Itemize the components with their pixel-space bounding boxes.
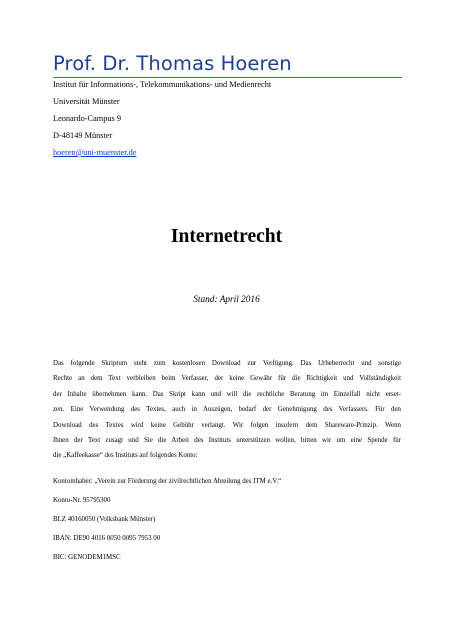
paragraph-line: Download des Textes wird keine Gebühr verlangt. Wir folgen insofern dem Shareware-Prinzip. Wenn <box>53 421 401 429</box>
paragraph-line: zen. Eine Verwendung des Textes, auch in Auszügen, bedarf der Genehmigung des Verfassers. Für den <box>53 406 401 414</box>
street-line: Leonardo-Campus 9 <box>53 114 121 123</box>
paragraph-line: der Inhalte übernehmen kann. Das Skript kann und will die rechtliche Beratung im Einzelfall nicht erset- <box>53 390 401 398</box>
university-line: Universität Münster <box>53 97 120 106</box>
email-link[interactable]: hoeren@uni-muenster.de <box>53 148 137 157</box>
paragraph-line: Das folgende Skriptum steht zum kostenlosen Download zur Verfügung. Das Urheberrecht und sonstige <box>53 360 401 367</box>
city-line: D-48149 Münster <box>53 131 113 140</box>
header-divider <box>53 77 402 78</box>
document-date: Stand: April 2016 <box>193 295 260 305</box>
author-name: Prof. Dr. Thomas Hoeren <box>53 52 292 75</box>
intro-paragraph <box>53 356 401 464</box>
bic: BIC: GENODEM1MSC <box>53 554 121 561</box>
paragraph-line: Ihnen der Text zusagt und Sie die Arbeit des Instituts unterstützen wollen, bitten wir um eine Spende für <box>53 436 401 444</box>
account-number: Konto-Nr. 95795300 <box>53 497 111 504</box>
document-title: Internetrecht <box>170 226 283 247</box>
institute-line: Institut für Informations-, Telekommunikations- und Medienrecht <box>53 80 272 89</box>
paragraph-line: Rechte an dem Text verbleiben beim Verfasser, der keine Gewähr für die Richtigkeit und Vollständigkeit <box>53 375 401 383</box>
account-owner: Kontoinhaber: „Verein zur Förderung der zivilrechtlichen Abteilung des ITM e.V.“ <box>53 478 282 485</box>
bank-code: BLZ 40160050 (Volksbank Münster) <box>53 516 156 523</box>
iban: IBAN: DE90 4016 0050 0095 7953 00 <box>53 535 161 542</box>
paragraph-line: die „Kaffeekasse“ des Instituts auf folgendes Konto: <box>53 452 198 460</box>
